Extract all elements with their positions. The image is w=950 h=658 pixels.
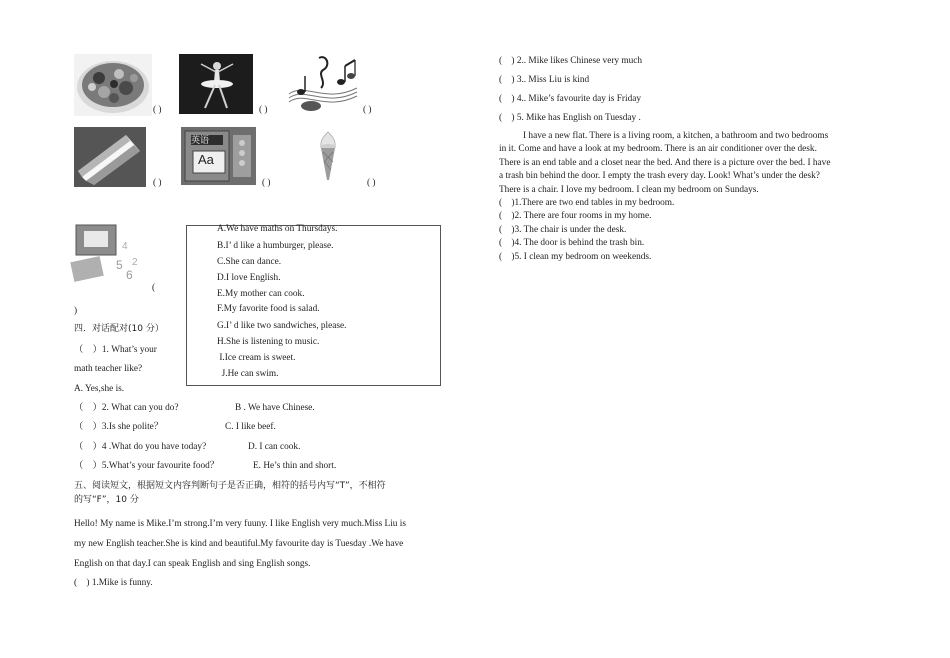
paren-5[interactable]: ( ) xyxy=(262,178,271,188)
paren-7-left[interactable]: ( xyxy=(152,283,156,293)
salad-icon xyxy=(74,54,152,116)
book-cover-title: 英语 xyxy=(191,136,210,146)
section-4-q1-line2: math teacher like? xyxy=(74,364,143,374)
mike-passage-line-1: Hello! My name is Mike.I’m strong.I’m very fuuny. I like English very much.Miss Liu is xyxy=(74,519,406,529)
option-f: F.My favorite food is salad. xyxy=(217,304,320,314)
sandwich-icon xyxy=(74,127,146,187)
music-notes-icon xyxy=(285,52,361,116)
svg-text:5: 5 xyxy=(116,258,123,272)
section-4-answer-b: B . We have Chinese. xyxy=(235,403,315,413)
section-4-answer-d: D. I can cook. xyxy=(248,442,301,452)
section-4-q1-line1[interactable]: （ ）1. What’s your xyxy=(74,345,157,355)
section-4-answer-c: C. I like beef. xyxy=(225,422,276,432)
svg-text:4: 4 xyxy=(122,241,128,252)
flat-passage-line-1: I have a new flat. There is a living room, a kitchen, a bathroom and two bedrooms xyxy=(523,131,829,141)
section-4-answer-e: E. He’s thin and short. xyxy=(253,461,337,471)
section-4-q4[interactable]: （ ）4 .What do you have today? xyxy=(74,442,207,452)
flat-question-5[interactable]: ( )5. I clean my bedroom on weekends. xyxy=(499,252,652,262)
mike-passage-line-3: English on that day.I can speak English and sing English songs. xyxy=(74,559,311,569)
section-4-q2[interactable]: （ ）2. What can you do? xyxy=(74,403,179,413)
section-4-q3[interactable]: （ ）3.Is she polite？ xyxy=(74,422,164,432)
option-a: A.We have maths on Thursdays. xyxy=(217,224,338,234)
paren-7-right[interactable]: ) xyxy=(74,306,78,316)
section-5-heading-line1: 五、阅读短文，根据短文内容判断句子是否正确，相符的括号内写“T”，不相符 xyxy=(74,481,386,491)
ice-cream-picture xyxy=(318,128,338,182)
mike-question-2[interactable]: ( ) 2.. Mike likes Chinese very much xyxy=(499,56,643,66)
mike-question-1[interactable]: ( ) 1.Mike is funny. xyxy=(74,578,153,588)
option-b: B.I’ d like a humburger, please. xyxy=(217,241,334,251)
mike-passage-line-2: my new English teacher.She is kind and beautiful.My favourite day is Tuesday .We have xyxy=(74,539,404,549)
option-e: E.My mother can cook. xyxy=(217,289,305,299)
math-board-icon xyxy=(70,219,147,285)
paren-2[interactable]: ( ) xyxy=(259,105,268,115)
paren-6[interactable]: ( ) xyxy=(367,178,376,188)
option-j: J.He can swim. xyxy=(217,369,279,379)
flat-question-3[interactable]: ( )3. The chair is under the desk. xyxy=(499,225,627,235)
option-g: G.I’ d like two sandwiches, please. xyxy=(217,321,347,331)
flat-question-4[interactable]: ( )4. The door is behind the trash bin. xyxy=(499,238,645,248)
sandwich-picture xyxy=(74,127,146,187)
section-4-heading: 四．对话配对(10 分） xyxy=(74,324,164,334)
option-c: C.She can dance. xyxy=(217,257,282,267)
ice-cream-icon xyxy=(318,128,338,182)
flat-question-1[interactable]: ( )1.There are two end tables in my bedroom. xyxy=(499,198,675,208)
flat-passage-line-3: There is an end table and a closet near the bed. And there is a picture over the bed. I have xyxy=(499,158,831,168)
section-4-answer-a: A. Yes,she is. xyxy=(74,384,125,394)
ballerina-icon xyxy=(179,54,253,114)
flat-passage-line-4: a trash bin behind the door. I empty the trash every day. Look! What’s under the desk? xyxy=(499,171,820,181)
ballerina-picture xyxy=(179,54,253,114)
salad-picture xyxy=(74,54,152,116)
book-cover-letters: Aa xyxy=(198,152,214,167)
paren-4[interactable]: ( ) xyxy=(153,178,162,188)
svg-text:6: 6 xyxy=(126,268,133,282)
svg-text:2: 2 xyxy=(132,257,138,268)
option-i: I.Ice cream is sweet. xyxy=(217,353,296,363)
paren-3[interactable]: ( ) xyxy=(363,105,372,115)
paren-1[interactable]: ( ) xyxy=(153,105,162,115)
mike-question-3[interactable]: ( ) 3.. Miss Liu is kind xyxy=(499,75,590,85)
section-5-heading-line2: 的写“F”，10 分 xyxy=(74,495,139,505)
math-board-picture xyxy=(70,219,147,285)
music-picture xyxy=(285,52,361,116)
mike-question-4[interactable]: ( ) 4.. Mike’s favourite day is Friday xyxy=(499,94,642,104)
mike-question-5[interactable]: ( ) 5. Mike has English on Tuesday . xyxy=(499,113,641,123)
section-4-q5[interactable]: （ ）5.What’s your favourite food？ xyxy=(74,461,220,471)
option-h: H.She is listening to music. xyxy=(217,337,320,347)
flat-question-2[interactable]: ( )2. There are four rooms in my home. xyxy=(499,211,652,221)
option-d: D.I love English. xyxy=(217,273,281,283)
flat-passage-line-5: There is a chair. I love my bedroom. I clean my bedroom on Sundays. xyxy=(499,185,759,195)
flat-passage-line-2: in it. Come and have a look at my bedroom. There is an air conditioner over the desk. xyxy=(499,144,817,154)
